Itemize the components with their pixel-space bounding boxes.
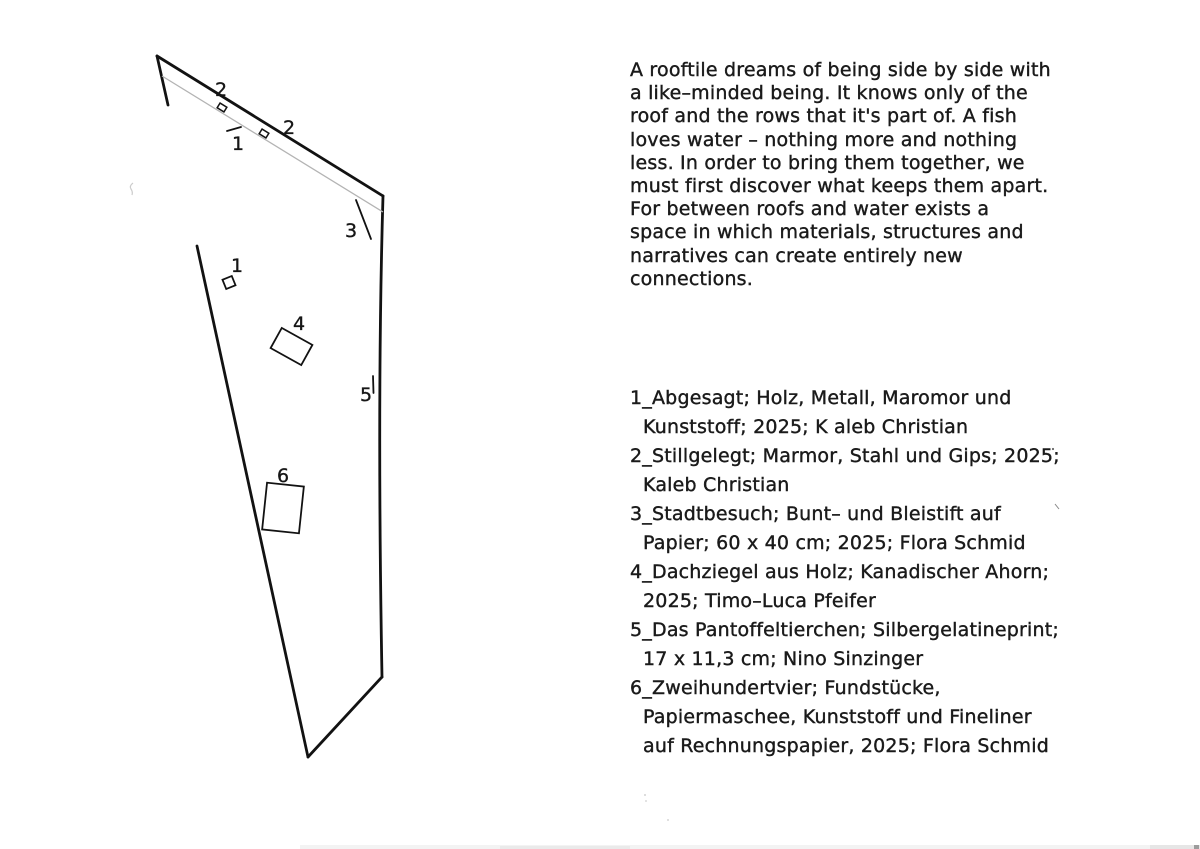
plan-label-4: 4 xyxy=(293,313,306,335)
work-1-line: 1_Abgesagt; Holz, Metall, Maromor und xyxy=(630,387,1012,409)
plan-label-1a: 1 xyxy=(232,133,245,155)
scan-bottom-edge-smudge xyxy=(1150,845,1200,849)
intro-paragraph xyxy=(630,59,1130,291)
work-3-line: 3_Stadtbesuch; Bunt– und Bleistift auf xyxy=(630,503,1001,525)
plan-label-5: 5 xyxy=(360,384,373,406)
work-6-line: 6_Zweihundertvier; Fundstücke, xyxy=(630,677,941,699)
plan-marker-work1-square xyxy=(222,276,235,289)
plan-label-2a: 2 xyxy=(215,79,228,101)
plan-wall-bottom-edge xyxy=(308,677,382,757)
work-4-line: 2025; Timo–Luca Pfeifer xyxy=(643,590,877,612)
scan-speck xyxy=(645,800,647,802)
intro-line: space in which materials, structures and xyxy=(630,221,1024,244)
plan-label-2b: 2 xyxy=(283,117,296,139)
intro-line: a like–minded being. It knows only of the xyxy=(630,82,1028,105)
plan-marker-work5-tick xyxy=(373,376,374,393)
intro-line: must first discover what keeps them apart. xyxy=(630,175,1049,198)
intro-line: connections. xyxy=(630,267,754,290)
plan-marker-work1-dash xyxy=(227,127,241,131)
plan-marker-work4-rect xyxy=(271,328,313,365)
work-1-line: Kunststoff; 2025; K aleb Christian xyxy=(643,416,969,438)
plan-label-3: 3 xyxy=(345,220,358,242)
scan-speck xyxy=(667,819,669,821)
work-2-line: 2_Stillgelegt; Marmor, Stahl und Gips; 2025; xyxy=(630,445,1060,467)
intro-line: loves water – nothing more and nothing xyxy=(630,128,1018,151)
scan-bottom-corner-speck xyxy=(1194,845,1199,849)
works-list xyxy=(630,384,1130,761)
work-2-line: Kaleb Christian xyxy=(643,474,790,496)
scan-bottom-edge xyxy=(300,845,1200,849)
intro-line: roof and the rows that it's part of. A fish xyxy=(630,105,1017,128)
work-6-line: Papiermaschee, Kunststoff und Fineliner xyxy=(643,706,1032,728)
work-3-line: Papier; 60 x 40 cm; 2025; Flora Schmid xyxy=(643,532,1026,554)
work-5-line: 17 x 11,3 cm; Nino Sinzinger xyxy=(643,648,924,670)
plan-wall-top-edge xyxy=(157,56,383,196)
intro-line: narratives can create entirely new xyxy=(630,244,963,267)
scan-speck xyxy=(644,794,646,796)
work-5-line: 5_Das Pantoffeltierchen; Silbergelatineprint; xyxy=(630,619,1060,641)
work-6-line: auf Rechnungspapier, 2025; Flora Schmid xyxy=(643,735,1049,757)
plan-guide-line xyxy=(162,76,383,212)
scan-artifact-mark xyxy=(130,183,133,195)
intro-line: A rooftile dreams of being side by side with xyxy=(630,59,1051,81)
intro-line: For between roofs and water exists a xyxy=(630,198,990,221)
plan-label-6: 6 xyxy=(277,465,290,487)
plan-marker-work3-slash xyxy=(356,200,371,239)
work-4-line: 4_Dachziegel aus Holz; Kanadischer Ahorn; xyxy=(630,561,1050,583)
plan-label-1b: 1 xyxy=(231,255,244,277)
plan-wall-right-edge xyxy=(380,196,383,677)
plan-wall-left-edge xyxy=(197,246,308,757)
intro-line: less. In order to bring them together, we xyxy=(630,151,1025,174)
plan-marker-work6-rect xyxy=(262,483,304,534)
